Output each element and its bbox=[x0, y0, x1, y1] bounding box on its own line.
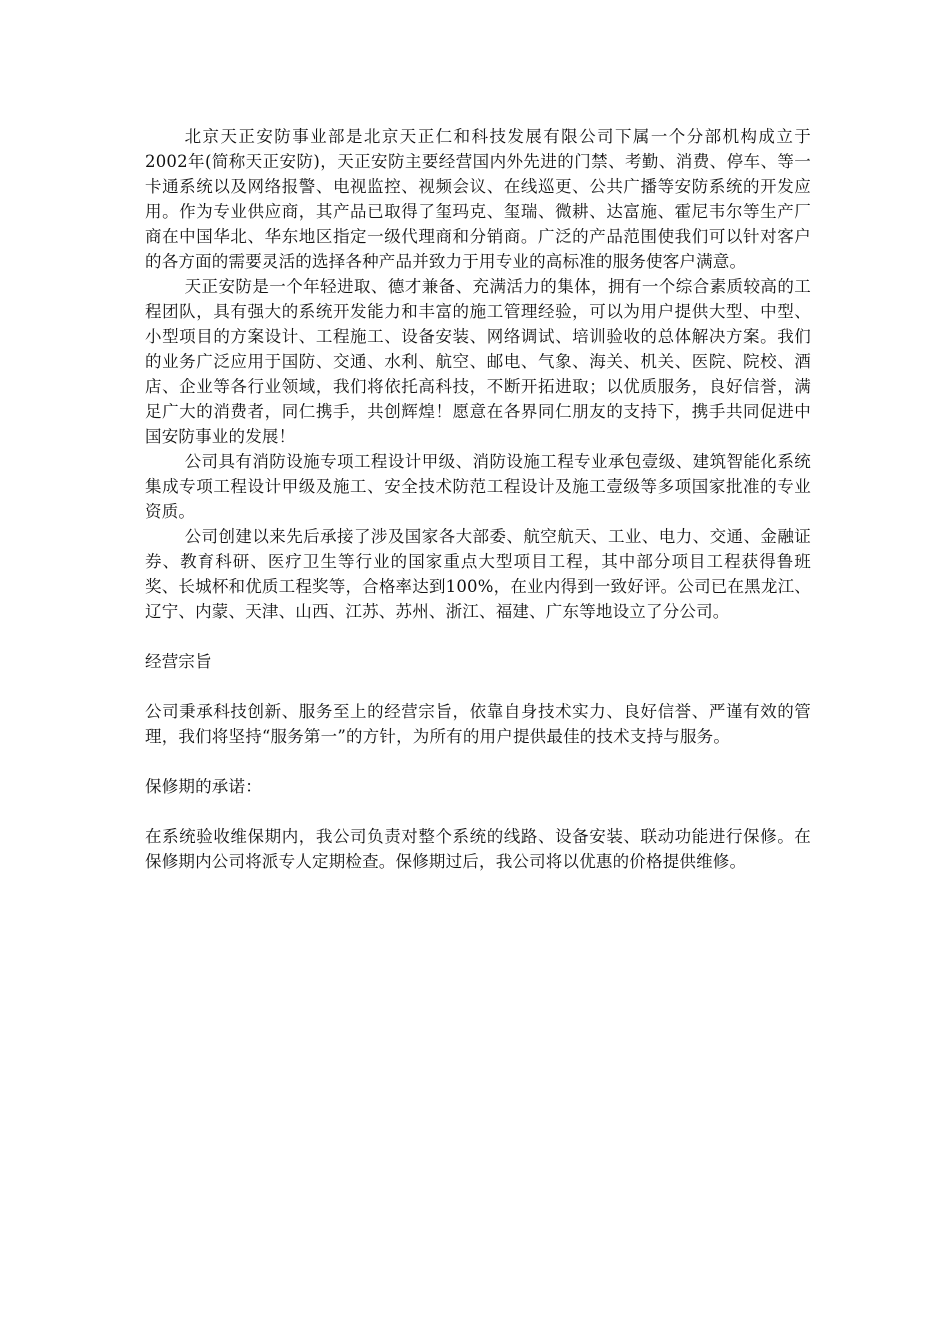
section-body-warranty-commitment: 在系统验收维保期内，我公司负责对整个系统的线路、设备安装、联动功能进行保修。在保修期内公司将派专人定期检查。保修期过后，我公司将以优惠的价格提供维修。 bbox=[145, 827, 811, 871]
section-business-purpose bbox=[145, 649, 811, 749]
section-warranty-commitment bbox=[145, 774, 811, 874]
intro-paragraph-2: 天正安防是一个年轻进取、德才兼备、充满活力的集体，拥有一个综合素质较高的工程团队，具有强大的系统开发能力和丰富的施工管理经验，可以为用户提供大型、中型、小型项目的方案设计、工程施工、设备安装、网络调试、培训验收的总体解决方案。我们的业务广泛应用于国防、交通、水利、航空、邮电、气象、海关、机关、医院、院校、酒店、企业等各行业领域，我们将依托高科技，不断开拓进取；以优质服务，良好信誉，满足广大的消费者，同仁携手，共创辉煌！愿意在各界同仁朋友的支持下，携手共同促进中国安防事业的发展！ bbox=[145, 277, 811, 446]
intro-paragraph-1: 北京天正安防事业部是北京天正仁和科技发展有限公司下属一个分部机构成立于2002年(简称天正安防)，天正安防主要经营国内外先进的门禁、考勤、消费、停车、等一卡通系统以及网络报警、电视监控、视频会议、在线巡更、公共广播等安防系统的开发应用。作为专业供应商，其产品已取得了玺玛克、玺瑞、微耕、达富施、霍尼韦尔等生产厂商在中国华北、华东地区指定一级代理商和分销商。广泛的产品范围使我们可以针对客户的各方面的需要灵活的选择各种产品并致力于用专业的高标准的服务使客户满意。 bbox=[145, 127, 811, 271]
section-body-business-purpose: 公司秉承科技创新、服务至上的经营宗旨，依靠自身技术实力、良好信誉、严谨有效的管理，我们将坚持“服务第一”的方针，为所有的用户提供最佳的技术支持与服务。 bbox=[145, 702, 811, 746]
section-heading-warranty-commitment: 保修期的承诺： bbox=[145, 777, 262, 796]
intro-paragraph-4: 公司创建以来先后承接了涉及国家各大部委、航空航天、工业、电力、交通、金融证券、教育科研、医疗卫生等行业的国家重点大型项目工程，其中部分项目工程获得鲁班奖、长城杯和优质工程奖等，合格率达到100%，在业内得到一致好评。公司已在黑龙江、辽宁、内蒙、天津、山西、江苏、苏州、浙江、福建、广东等地设立了分公司。 bbox=[145, 527, 811, 621]
section-heading-business-purpose: 经营宗旨 bbox=[145, 652, 212, 671]
document-page bbox=[145, 124, 811, 874]
intro-paragraph-3: 公司具有消防设施专项工程设计甲级、消防设施工程专业承包壹级、建筑智能化系统集成专项工程设计甲级及施工、安全技术防范工程设计及施工壹级等多项国家批准的专业资质。 bbox=[145, 452, 811, 521]
